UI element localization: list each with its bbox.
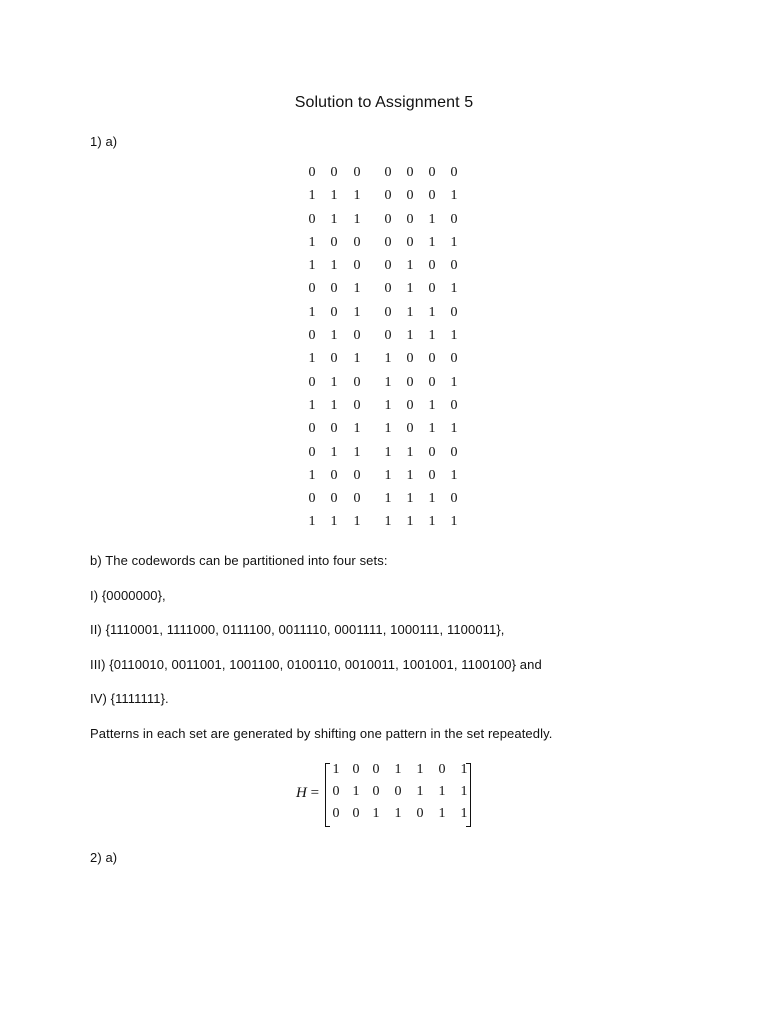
set-ii: II) {1110001, 1111000, 0111100, 0011110, 0001111, 1000111, 1100011}, [90,622,505,637]
codeword-bit: 1 [330,188,338,204]
codeword-bit: 0 [308,211,316,227]
codeword-bit: 0 [450,165,458,180]
codeword-bit: 1 [450,281,458,297]
set-iv: IV) {1111111}. [90,691,169,706]
codeword-bit: 1 [450,234,458,250]
codeword-bit: 1 [308,234,316,250]
page-title: Solution to Assignment 5 [294,94,474,111]
codeword-bit: 1 [406,328,414,344]
matrix-entry: 1 [438,784,446,799]
codeword-bit: 0 [353,165,361,180]
codeword-bit: 1 [330,374,338,390]
matrix-entry: 1 [460,806,468,821]
matrix-entry: 0 [332,784,340,799]
matrix-entry: 0 [438,762,446,777]
codeword-bit: 0 [353,491,361,507]
matrix-entry: 0 [394,784,402,799]
codeword-bit: 0 [384,211,392,227]
codeword-bit: 0 [450,444,458,460]
codeword-bit: 1 [406,514,414,530]
codeword-bit: 0 [330,351,338,367]
matrix-entry: 1 [438,806,446,821]
codeword-bit: 1 [384,467,392,483]
codeword-bit: 0 [308,491,316,507]
codeword-bit: 0 [384,281,392,297]
codeword-bit: 1 [384,374,392,390]
matrix-entry: 1 [394,762,402,777]
codeword-bit: 0 [428,188,436,204]
matrix-entry: 1 [352,784,360,799]
codeword-bit: 1 [406,281,414,297]
codeword-bit: 1 [384,421,392,437]
matrix-entry: 1 [460,762,468,777]
codeword-bit: 1 [330,258,338,274]
question-1b-intro: b) The codewords can be partitioned into four sets: [90,553,388,568]
codeword-bit: 0 [384,234,392,250]
codeword-bit: 0 [353,258,361,274]
codeword-bit: 1 [330,444,338,460]
codeword-bit: 0 [384,258,392,274]
codeword-bit: 0 [330,165,338,180]
codeword-bit: 0 [308,281,316,297]
patterns-note: Patterns in each set are generated by shifting one pattern in the set repeatedly. [90,726,553,741]
codeword-bit: 1 [384,514,392,530]
codeword-bit: 0 [330,304,338,320]
codeword-bit: 1 [308,397,316,413]
codeword-bit: 1 [353,304,361,320]
codeword-bit: 1 [406,258,414,274]
matrix-entry: 0 [352,806,360,821]
set-iii: III) {0110010, 0011001, 1001100, 0100110, 0010011, 1001001, 1100100} and [90,657,542,672]
codeword-bit: 0 [384,165,392,180]
codeword-bit: 0 [330,467,338,483]
codeword-bit: 0 [406,421,414,437]
codeword-bit: 0 [406,397,414,413]
codeword-bit: 1 [450,467,458,483]
question-2a-label: 2) a) [90,850,118,865]
codeword-bit: 0 [384,304,392,320]
codeword-bit: 1 [450,188,458,204]
codeword-bit: 0 [308,165,316,180]
codeword-bit: 1 [353,514,361,530]
matrix-entry: 1 [416,784,424,799]
codeword-bit: 0 [406,188,414,204]
matrix-row [330,762,472,784]
codeword-bit: 0 [428,258,436,274]
codeword-bit: 0 [353,328,361,344]
codeword-bit: 0 [406,234,414,250]
codeword-bit: 1 [353,211,361,227]
codeword-bit: 1 [428,397,436,413]
codeword-bit: 1 [428,421,436,437]
codeword-bit: 0 [450,304,458,320]
codeword-bit: 0 [428,467,436,483]
matrix-row [330,784,472,806]
codeword-bit: 1 [384,491,392,507]
matrix-entry: 1 [372,806,380,821]
codeword-bit: 0 [428,165,436,180]
codeword-bit: 0 [353,397,361,413]
codeword-bit: 1 [384,444,392,460]
matrix-entry: 0 [352,762,360,777]
codeword-bit: 1 [353,188,361,204]
codeword-bit: 1 [406,304,414,320]
codeword-bit: 1 [330,211,338,227]
codeword-bit: 1 [353,421,361,437]
codeword-bit: 1 [406,467,414,483]
codeword-bit: 0 [450,397,458,413]
codeword-bit: 1 [308,258,316,274]
codeword-bit: 1 [450,421,458,437]
codeword-bit: 0 [450,491,458,507]
codeword-bit: 1 [406,491,414,507]
codeword-bit: 0 [450,211,458,227]
matrix-entry: 0 [372,762,380,777]
codeword-bit: 0 [428,444,436,460]
codeword-bit: 0 [450,258,458,274]
codeword-bit: 0 [330,281,338,297]
codeword-bit: 1 [450,328,458,344]
codeword-bit: 0 [330,234,338,250]
matrix-right-bracket [466,763,471,827]
matrix-entry: 1 [460,784,468,799]
codeword-bit: 1 [428,328,436,344]
codeword-bit: 1 [406,444,414,460]
codeword-bit: 0 [406,165,414,180]
codeword-bit: 1 [308,467,316,483]
codeword-bit: 0 [406,374,414,390]
codeword-bit: 0 [330,421,338,437]
codeword-bit: 1 [384,351,392,367]
codeword-bit: 0 [308,328,316,344]
codeword-bit: 1 [428,304,436,320]
codeword-bit: 1 [450,374,458,390]
codeword-bit: 1 [353,281,361,297]
matrix-row [330,806,472,828]
codeword-bit: 1 [428,234,436,250]
set-i: I) {0000000}, [90,588,166,603]
codeword-bit: 1 [330,397,338,413]
codeword-bit: 1 [308,514,316,530]
matrix-grid [330,762,472,828]
codeword-bit: 0 [428,281,436,297]
codeword-bit: 1 [353,444,361,460]
codeword-bit: 1 [330,328,338,344]
codeword-bit: 0 [353,234,361,250]
matrix-entry: 1 [416,762,424,777]
matrix-entry: 0 [372,784,380,799]
codeword-bit: 1 [384,397,392,413]
codeword-bit: 1 [308,351,316,367]
codeword-bit: 1 [308,304,316,320]
codeword-bit: 0 [353,374,361,390]
matrix-entry: 1 [394,806,402,821]
codeword-bit: 1 [428,514,436,530]
codeword-bit: 0 [353,467,361,483]
codeword-bit: 0 [406,351,414,367]
codeword-bit: 0 [308,421,316,437]
codeword-bit: 1 [428,211,436,227]
codeword-bit: 0 [384,328,392,344]
matrix-entry: 1 [332,762,340,777]
matrix-label: H = [296,785,320,801]
codeword-bit: 0 [450,351,458,367]
codeword-bit: 0 [428,374,436,390]
codeword-bit: 0 [406,211,414,227]
matrix-entry: 0 [332,806,340,821]
codeword-bit: 1 [353,351,361,367]
parity-check-matrix [294,761,484,827]
codeword-bit: 1 [428,491,436,507]
codeword-bit: 0 [308,444,316,460]
question-1a-label: 1) a) [90,134,118,149]
codeword-bit: 0 [308,374,316,390]
matrix-entry: 0 [416,806,424,821]
codeword-bit: 0 [384,188,392,204]
codeword-bit: 1 [330,514,338,530]
codeword-bit: 1 [308,188,316,204]
codeword-bit: 1 [450,514,458,530]
codeword-bit: 0 [330,491,338,507]
codeword-bit: 0 [428,351,436,367]
